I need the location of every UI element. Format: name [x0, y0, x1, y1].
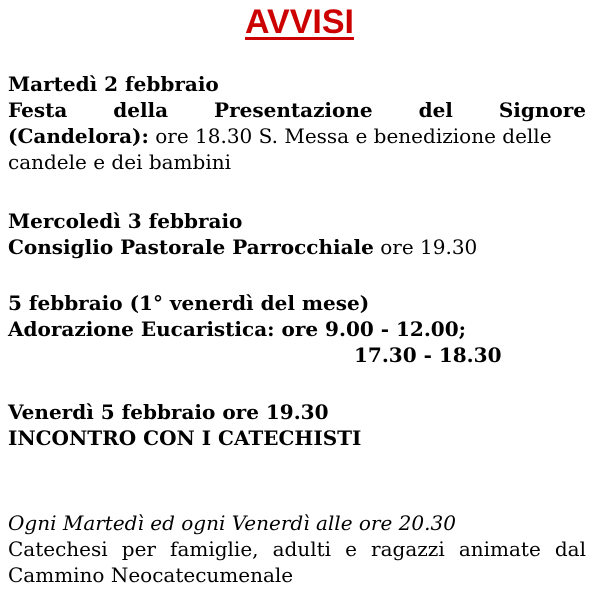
notice-candelora — [8, 71, 586, 175]
text-word: famiglie, — [170, 537, 259, 561]
text-word: ragazzi — [371, 537, 445, 561]
notice-heading: Adorazione Eucaristica: ore 9.00 - 12.00; — [8, 317, 467, 341]
notice-date: Mercoledì 3 febbraio — [8, 209, 243, 233]
notice-heading-end: (Candelora): — [8, 124, 149, 148]
heading-word: della — [113, 98, 169, 122]
notice-date: Ogni Martedì ed ogni Venerdì alle ore 20.30 — [8, 511, 456, 535]
notice-text-line — [8, 536, 586, 562]
text-word: adulti — [272, 537, 332, 561]
notice-date: 5 febbraio (1° venerdì del mese) — [8, 291, 370, 315]
heading-word: del — [418, 98, 453, 122]
text-word: e — [345, 537, 357, 561]
notice-text: ore 18.30 S. Messa e benedizione delle — [148, 124, 552, 148]
notice-heading: INCONTRO CON I CATECHISTI — [8, 426, 362, 450]
notice-heading — [8, 97, 586, 123]
page-title: AVVISI — [245, 3, 354, 41]
text-word: Catechesi — [8, 537, 108, 561]
notice-adorazione — [8, 290, 586, 368]
notice-text-line — [8, 234, 586, 260]
heading-word: Presentazione — [214, 98, 373, 122]
heading-word: Festa — [8, 98, 68, 122]
heading-word: Signore — [498, 98, 586, 122]
notice-text-line — [8, 123, 586, 149]
notice-time: ore 19.30 — [373, 235, 478, 259]
text-word: animate — [458, 537, 541, 561]
notice-catechisti — [8, 399, 586, 451]
notice-text-line: candele e dei bambini — [8, 150, 231, 174]
text-word: dal — [554, 537, 586, 561]
notice-text-line: Cammino Neocatecumenale — [8, 563, 294, 587]
text-word: per — [121, 537, 156, 561]
notice-catechesi — [8, 510, 586, 588]
notice-date: Martedì 2 febbraio — [8, 72, 219, 96]
notice-heading: Consiglio Pastorale Parrocchiale — [8, 235, 374, 259]
notice-date: Venerdì 5 febbraio ore 19.30 — [8, 400, 329, 424]
notice-time: 17.30 - 18.30 — [354, 343, 502, 367]
notice-consiglio — [8, 208, 586, 260]
